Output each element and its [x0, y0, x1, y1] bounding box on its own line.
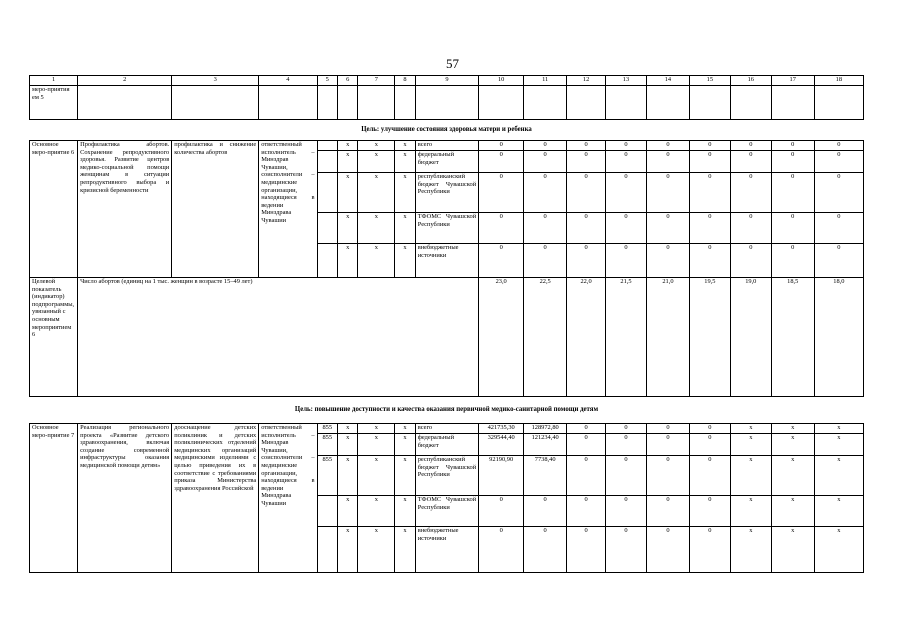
- code-cell: x: [395, 213, 415, 244]
- funding-source: внебюджетные источники: [415, 244, 478, 278]
- code-cell: x: [337, 434, 357, 456]
- code-cell: x: [395, 141, 415, 151]
- code-cell: x: [358, 456, 395, 496]
- goal-row: [30, 120, 864, 141]
- funding-source: республиканский бюджет Чувашской Республики: [415, 456, 478, 496]
- code-cell: x: [358, 424, 395, 434]
- value-cell: x: [814, 527, 863, 573]
- header-cell: 7: [358, 76, 395, 86]
- value-cell: 0: [814, 213, 863, 244]
- value-cell: x: [771, 424, 814, 434]
- header-cell: 12: [567, 76, 606, 86]
- code-cell: x: [358, 213, 395, 244]
- funding-source: республиканский бюджет Чувашской Республики: [415, 173, 478, 213]
- header-cell: 13: [606, 76, 647, 86]
- value-cell: 0: [646, 151, 689, 173]
- table-cell: [730, 86, 771, 120]
- table-cell: [259, 86, 317, 120]
- value-cell: 0: [524, 213, 567, 244]
- code-cell: x: [337, 151, 357, 173]
- value-cell: 0: [689, 424, 730, 434]
- event-result: дооснащение детских поликлиник и детских поликлинических отделений медицинских организаций медицинскими изделиями с целью приведения их в соответствие с требованиями приказа Министерства здравоохранения Российской: [172, 424, 259, 573]
- value-cell: 0: [771, 244, 814, 278]
- table-cell: [337, 86, 357, 120]
- code-cell: x: [337, 141, 357, 151]
- value-cell: 0: [479, 244, 524, 278]
- value-cell: 92190,90: [479, 456, 524, 496]
- value-cell: 0: [567, 527, 606, 573]
- value-cell: 0: [646, 456, 689, 496]
- value-cell: 0: [567, 456, 606, 496]
- value-cell: 0: [814, 151, 863, 173]
- header-cell: 6: [337, 76, 357, 86]
- header-cell: 17: [771, 76, 814, 86]
- value-cell: 0: [524, 173, 567, 213]
- value-cell: 0: [771, 151, 814, 173]
- value-cell: 7738,40: [524, 456, 567, 496]
- code-cell: x: [358, 173, 395, 213]
- funding-source: всего: [415, 424, 478, 434]
- funding-source: федеральный бюджет: [415, 434, 478, 456]
- code-cell: x: [337, 424, 357, 434]
- value-cell: x: [730, 424, 771, 434]
- value-cell: x: [771, 456, 814, 496]
- value-cell: 0: [479, 213, 524, 244]
- code-cell: 855: [317, 456, 337, 496]
- header-cell: 15: [689, 76, 730, 86]
- value-cell: 0: [689, 434, 730, 456]
- value-cell: 0: [606, 173, 647, 213]
- value-cell: 0: [689, 151, 730, 173]
- value-cell: 0: [524, 151, 567, 173]
- code-cell: x: [358, 496, 395, 527]
- value-cell: 0: [771, 213, 814, 244]
- code-cell: x: [395, 244, 415, 278]
- table-cell: [771, 86, 814, 120]
- value-cell: 0: [567, 496, 606, 527]
- value-cell: 0: [606, 456, 647, 496]
- value-cell: 0: [479, 141, 524, 151]
- value-cell: 0: [689, 213, 730, 244]
- code-cell: x: [358, 244, 395, 278]
- value-cell: 0: [730, 173, 771, 213]
- value-cell: 0: [646, 434, 689, 456]
- table-cell: [689, 86, 730, 120]
- value-cell: 0: [606, 496, 647, 527]
- value-cell: x: [814, 456, 863, 496]
- code-cell: x: [358, 434, 395, 456]
- value-cell: 0: [814, 141, 863, 151]
- value-cell: 0: [689, 244, 730, 278]
- code-cell: [317, 244, 337, 278]
- value-cell: x: [771, 496, 814, 527]
- value-cell: 0: [606, 141, 647, 151]
- value-cell: 0: [771, 173, 814, 213]
- value-cell: 0: [814, 173, 863, 213]
- table-row: [30, 141, 864, 151]
- value-cell: 0: [606, 527, 647, 573]
- indicator-value: 22,5: [524, 278, 567, 397]
- indicator-value: 23,0: [479, 278, 524, 397]
- table-cell: [415, 86, 478, 120]
- table-cell: [814, 86, 863, 120]
- code-cell: [317, 496, 337, 527]
- value-cell: 0: [730, 213, 771, 244]
- code-cell: [317, 151, 337, 173]
- value-cell: 0: [606, 424, 647, 434]
- code-cell: [317, 213, 337, 244]
- value-cell: x: [730, 456, 771, 496]
- code-cell: x: [395, 434, 415, 456]
- goal-heading: Цель: повышение доступности и качества оказания первичной медико-санитарной помощи детям: [30, 397, 864, 424]
- value-cell: 0: [479, 173, 524, 213]
- header-cell: 2: [78, 76, 172, 86]
- budget-table: [29, 75, 864, 573]
- value-cell: 0: [479, 151, 524, 173]
- header-cell: 11: [524, 76, 567, 86]
- table-cell: [358, 86, 395, 120]
- table-cell: [479, 86, 524, 120]
- value-cell: x: [771, 527, 814, 573]
- code-cell: x: [395, 527, 415, 573]
- page-number: 57: [446, 56, 459, 71]
- indicator-name: Целевой показатель (индикатор) подпрограммы, увязанный с основным мероприятием 6: [30, 278, 78, 397]
- header-cell: 10: [479, 76, 524, 86]
- value-cell: 0: [567, 173, 606, 213]
- value-cell: x: [814, 434, 863, 456]
- indicator-value: 18,0: [814, 278, 863, 397]
- value-cell: 0: [524, 244, 567, 278]
- value-cell: 0: [567, 424, 606, 434]
- code-cell: x: [358, 151, 395, 173]
- goal-row: [30, 397, 864, 424]
- code-cell: x: [395, 496, 415, 527]
- value-cell: 0: [689, 456, 730, 496]
- value-cell: 0: [606, 434, 647, 456]
- value-cell: x: [771, 434, 814, 456]
- code-cell: x: [395, 173, 415, 213]
- code-cell: [317, 141, 337, 151]
- value-cell: 0: [524, 141, 567, 151]
- code-cell: x: [358, 527, 395, 573]
- header-cell: 14: [646, 76, 689, 86]
- funding-source: внебюджетные источники: [415, 527, 478, 573]
- value-cell: 0: [479, 496, 524, 527]
- indicator-value: 21,5: [606, 278, 647, 397]
- value-cell: 0: [730, 141, 771, 151]
- value-cell: 0: [646, 173, 689, 213]
- value-cell: 0: [524, 496, 567, 527]
- code-cell: x: [395, 456, 415, 496]
- value-cell: 0: [567, 244, 606, 278]
- header-cell: 3: [172, 76, 259, 86]
- header-cell: 5: [317, 76, 337, 86]
- indicator-value: 18,5: [771, 278, 814, 397]
- table-cell: [78, 86, 172, 120]
- value-cell: 0: [606, 213, 647, 244]
- code-cell: x: [395, 151, 415, 173]
- table-row: [30, 424, 864, 434]
- value-cell: 0: [689, 527, 730, 573]
- value-cell: x: [730, 527, 771, 573]
- event-result: профилактика и снижение количества абортов: [172, 141, 259, 278]
- table-cell: [172, 86, 259, 120]
- code-cell: x: [358, 141, 395, 151]
- event-name: меро-приятия ем 5: [30, 86, 78, 120]
- indicator-value: 22,0: [567, 278, 606, 397]
- value-cell: x: [730, 496, 771, 527]
- code-cell: x: [395, 424, 415, 434]
- value-cell: 421735,30: [479, 424, 524, 434]
- value-cell: x: [730, 434, 771, 456]
- goal-heading: Цель: улучшение состояния здоровья матери и ребенка: [30, 120, 864, 141]
- funding-source: всего: [415, 141, 478, 151]
- value-cell: 0: [567, 434, 606, 456]
- indicator-value: 19,5: [689, 278, 730, 397]
- header-cell: 8: [395, 76, 415, 86]
- value-cell: 0: [646, 244, 689, 278]
- value-cell: 0: [689, 496, 730, 527]
- code-cell: [317, 173, 337, 213]
- header-row: [30, 76, 864, 86]
- value-cell: 0: [689, 173, 730, 213]
- value-cell: x: [814, 496, 863, 527]
- value-cell: 128972,80: [524, 424, 567, 434]
- code-cell: x: [337, 244, 357, 278]
- value-cell: x: [814, 424, 863, 434]
- value-cell: 0: [730, 151, 771, 173]
- event-executor: ответственный исполнитель – Минздрав Чувашии, соисполнители – медицинские организации, находящиеся в ведении Минздрава Чувашии: [259, 424, 317, 573]
- header-cell: 16: [730, 76, 771, 86]
- indicator-text: Число абортов (единиц на 1 тыс. женщин в возрасте 15–49 лет): [78, 278, 479, 397]
- value-cell: 0: [646, 424, 689, 434]
- code-cell: x: [337, 173, 357, 213]
- value-cell: 329544,40: [479, 434, 524, 456]
- funding-source: ТФОМС Чувашской Республики: [415, 496, 478, 527]
- funding-source: ТФОМС Чувашской Республики: [415, 213, 478, 244]
- code-cell: [317, 527, 337, 573]
- value-cell: 121234,40: [524, 434, 567, 456]
- value-cell: 0: [479, 527, 524, 573]
- header-cell: 18: [814, 76, 863, 86]
- event-title: Профилактика абортов. Сохранение репродуктивного здоровья. Развитие центров медико-социальной помощи женщинам в ситуации репродуктивного выбора и кризисной беременности: [78, 141, 172, 278]
- event-title: Реализация регионального проекта «Развитие детского здравоохранения, включая создание современной инфраструктуры оказания медицинской помощи детям»: [78, 424, 172, 573]
- header-cell: 4: [259, 76, 317, 86]
- continuation-row: [30, 86, 864, 120]
- indicator-row: [30, 278, 864, 397]
- value-cell: 0: [567, 151, 606, 173]
- header-cell: 9: [415, 76, 478, 86]
- event-executor: ответственный исполнитель – Минздрав Чувашии, соисполнители – медицинские организации, находящиеся в ведении Минздрава Чувашии: [259, 141, 317, 278]
- value-cell: 0: [524, 527, 567, 573]
- value-cell: 0: [730, 244, 771, 278]
- code-cell: x: [337, 496, 357, 527]
- value-cell: 0: [814, 244, 863, 278]
- table-cell: [606, 86, 647, 120]
- event-name: Основное меро-приятие 6: [30, 141, 78, 278]
- value-cell: 0: [689, 141, 730, 151]
- event-name: Основное меро-приятие 7: [30, 424, 78, 573]
- funding-source: федеральный бюджет: [415, 151, 478, 173]
- header-cell: 1: [30, 76, 78, 86]
- indicator-value: 19,0: [730, 278, 771, 397]
- table-cell: [395, 86, 415, 120]
- value-cell: 0: [646, 496, 689, 527]
- code-cell: x: [337, 456, 357, 496]
- indicator-value: 21,0: [646, 278, 689, 397]
- table-cell: [524, 86, 567, 120]
- value-cell: 0: [771, 141, 814, 151]
- value-cell: 0: [606, 244, 647, 278]
- value-cell: 0: [646, 213, 689, 244]
- value-cell: 0: [606, 151, 647, 173]
- table-cell: [567, 86, 606, 120]
- value-cell: 0: [567, 141, 606, 151]
- code-cell: x: [337, 213, 357, 244]
- table-cell: [317, 86, 337, 120]
- code-cell: 855: [317, 434, 337, 456]
- value-cell: 0: [646, 141, 689, 151]
- value-cell: 0: [567, 213, 606, 244]
- value-cell: 0: [646, 527, 689, 573]
- code-cell: 855: [317, 424, 337, 434]
- table-cell: [646, 86, 689, 120]
- code-cell: x: [337, 527, 357, 573]
